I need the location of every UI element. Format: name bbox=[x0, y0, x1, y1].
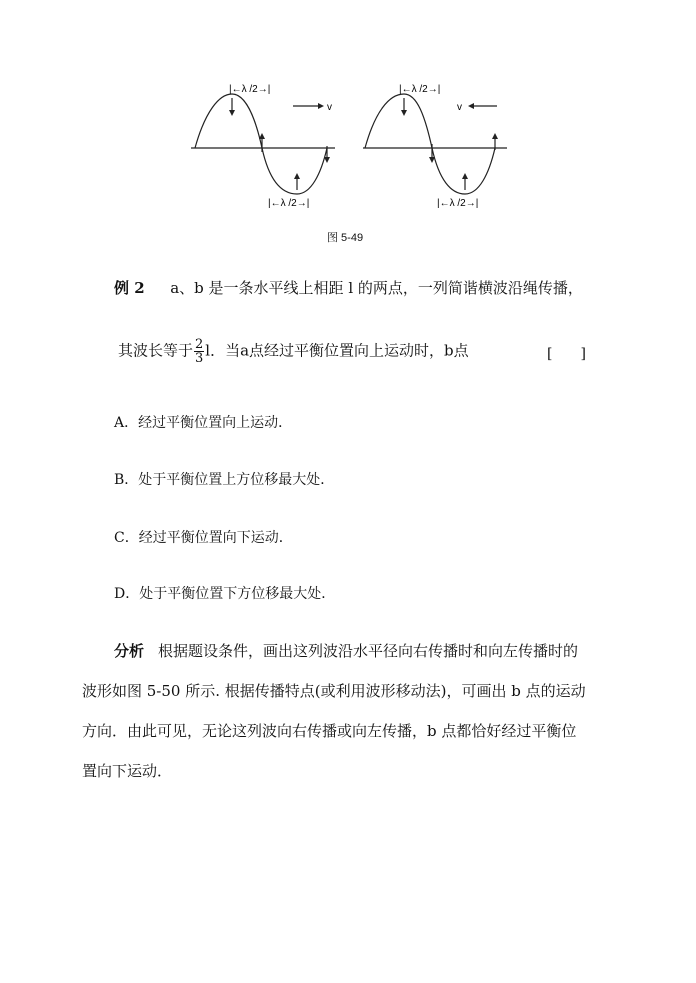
option-a: A．经过平衡位置向上运动． bbox=[114, 415, 293, 431]
example-line-2 bbox=[118, 338, 469, 365]
right-wave-diagram bbox=[363, 94, 507, 194]
wave-figure bbox=[185, 76, 515, 226]
wavelength-fraction bbox=[194, 338, 204, 365]
option-c: C．经过平衡位置向下运动． bbox=[114, 530, 293, 546]
answer-bracket: [ ] bbox=[547, 346, 586, 362]
example-text-1: a、b 是一条水平线上相距 l 的两点，一列简谐横波沿绳传播， bbox=[170, 279, 583, 297]
analysis-line-1 bbox=[82, 631, 617, 671]
left-top-lambda-label: |←λ /2→| bbox=[229, 84, 271, 95]
example-line-1 bbox=[114, 277, 583, 299]
right-top-lambda-label: |←λ /2→| bbox=[399, 84, 441, 95]
left-velocity-label: v bbox=[327, 102, 332, 113]
left-bottom-lambda-label: |←λ /2→| bbox=[268, 198, 310, 209]
left-wave-curve bbox=[195, 94, 327, 194]
option-b: B．处于平衡位置上方位移最大处． bbox=[114, 472, 335, 488]
analysis-label: 分析 bbox=[114, 642, 145, 660]
fraction-numerator: 2 bbox=[195, 337, 204, 352]
left-wave-diagram bbox=[191, 94, 335, 194]
figure-caption: 图 5-49 bbox=[327, 232, 364, 244]
right-velocity-label: v bbox=[457, 102, 462, 113]
example-text-2-suffix: l．当a点经过平衡位置向上运动时，b点 bbox=[205, 341, 469, 360]
analysis-block bbox=[82, 631, 617, 791]
analysis-text-1: 根据题设条件，画出这列波沿水平径向右传播时和向左传播时的 bbox=[158, 642, 579, 660]
analysis-line-3: 方向．由此可见，无论这列波向右传播或向左传播，b 点都恰好经过平衡位 bbox=[82, 722, 577, 740]
fraction-denominator: 3 bbox=[195, 351, 204, 366]
option-d: D．处于平衡位置下方位移最大处． bbox=[114, 586, 336, 602]
example-text-2-prefix: 其波长等于 bbox=[118, 341, 194, 360]
example-label: 例 2 bbox=[114, 279, 145, 297]
right-bottom-lambda-label: |←λ /2→| bbox=[437, 198, 479, 209]
right-wave-curve bbox=[365, 94, 495, 194]
analysis-line-4: 置向下运动． bbox=[82, 762, 173, 780]
analysis-line-2: 波形如图 5-50 所示. 根据传播特点(或利用波形移动法)，可画出 b 点的运动 bbox=[82, 682, 586, 700]
